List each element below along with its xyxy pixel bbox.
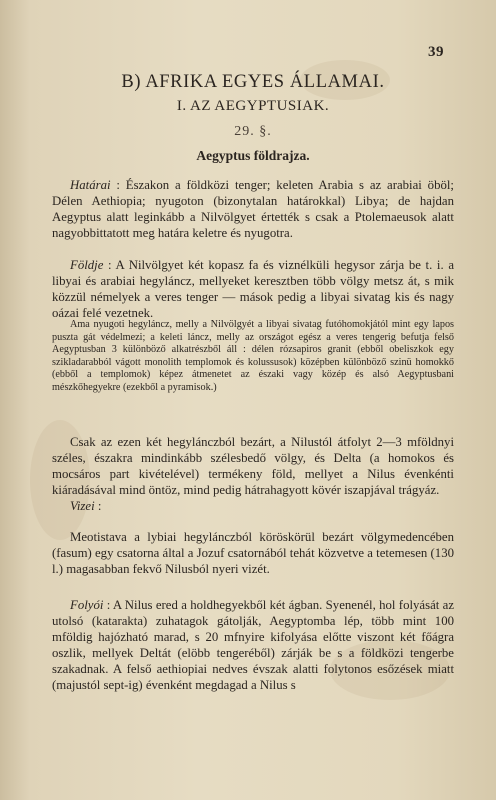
- note-text: Ama nyugoti hegyláncz, melly a Nilvölgyét a libyai sivatag futóhomokjától mint egy lapos puszta gát védelmezi; a keleti láncz, melly az országot egész a veres tengerig befutja felső Aegyptusban 3 különböző alkatrészből áll : délen rózsapiros granit (ebből obeliszkok egy szikladarabból vágott monolith templomok és kolussusok) középben különböző szinü homokkő (ebből a templomok) képez átmenetet az északi vagy közép és alsó Aegyptusbani mészkőhegyekre (ezekből a pyramisok.): [52, 319, 454, 393]
- paragraph-foldje: [52, 257, 454, 321]
- paragraph-label: Földje: [70, 258, 104, 272]
- paragraph-label: Határai: [70, 178, 111, 192]
- paragraph-vizei: [52, 529, 454, 577]
- subsection-heading: I. AZ AEGYPTUSIAK.: [176, 98, 330, 114]
- paragraph-text: Csak az ezen két hegylánczból bezárt, a Nilustól átfolyt 2—3 mföldnyi széles, északra mindinkább szélesbedő völgy, és Delta (a homokos és mocsáros part kivételével) termékeny föld, mellyet a Nilus évenkénti kiáradásával mind öntöz, mind pedig hátrahagyott kövér iszapjával trágyáz.: [52, 435, 454, 497]
- paragraph-number: 29. §.: [234, 124, 272, 139]
- section-heading: B) AFRIKA EGYES ÁLLAMAI.: [121, 72, 385, 92]
- chapter-title: Aegyptus földrajza.: [196, 148, 310, 163]
- paragraph-text: : Északon a földközi tenger; keleten Arabia s az arabiai öböl; Délen Aethiopia; nyugoton (bizonytalan határokkal) Libya; de hajdan Aegyptus alatt leginkább a Nilvölgyet értették s csak a Ptolemaeusok alatt nagyobbittatott meg határa keletre és nyugotra.: [52, 178, 454, 240]
- paragraph-text: Meotistava a lybiai hegylánczból köröskörül bezárt völgymedencében (fasum) egy csatorna által a Jozuf csatornából tehát közvetve a tetemesen (130 l.) magasabban fekvő Nilusból nyeri vizét.: [52, 530, 454, 576]
- small-print-note: [52, 319, 454, 395]
- paragraph-text: : A Nilvölgyet két kopasz fa és viznélküli hegysor zárja be t. i. a libyai és arabiai hegyláncz, mellyeket keresztben több völgy metsz át, s mik közzül némelyek a veres tenger — mások pedig a libyai sivatag kis és nagy oázai felé vezetnek.: [52, 258, 455, 320]
- page-number: 39: [428, 44, 444, 60]
- paragraph-label: Folyói: [70, 598, 104, 612]
- paragraph-delta: Csak az ezen két hegylánczból bezárt, a Nilustól átfolyt 2—3 mföldnyi széles, északra mindinkább szélesbedő völgy, és Delta (a homokos és mocsáros part kivételével) termékeny föld, mellyet a Nilus évenkénti kiáradásával mind öntöz, mind pedig hátrahagyott kövér iszapjával trágyáz. Vizei :: [52, 435, 454, 513]
- paragraph-folyoi: [52, 597, 454, 693]
- paragraph-text: : A Nilus ered a holdhegyekből két ágban. Syenenél, hol folyását az utolsó (katarakta) zuhatagok gátolják, Aegyptomba lép, több mint 100 mföldig hajózható marad, s 20 mfnyire kifolyása előtte viszont két főágra oszlik, mellyek Deltát (elöbb tengeréből) zárják be s a földközi tengerbe szakadnak. A felső aethiopiai nedves évszak alatti folytonos esőzések miatt (majustól sept-ig) évenként megdagad a Nilus s: [52, 598, 455, 692]
- paragraph-label: Vizei: [70, 499, 95, 513]
- paragraph-hatarai: [52, 177, 454, 241]
